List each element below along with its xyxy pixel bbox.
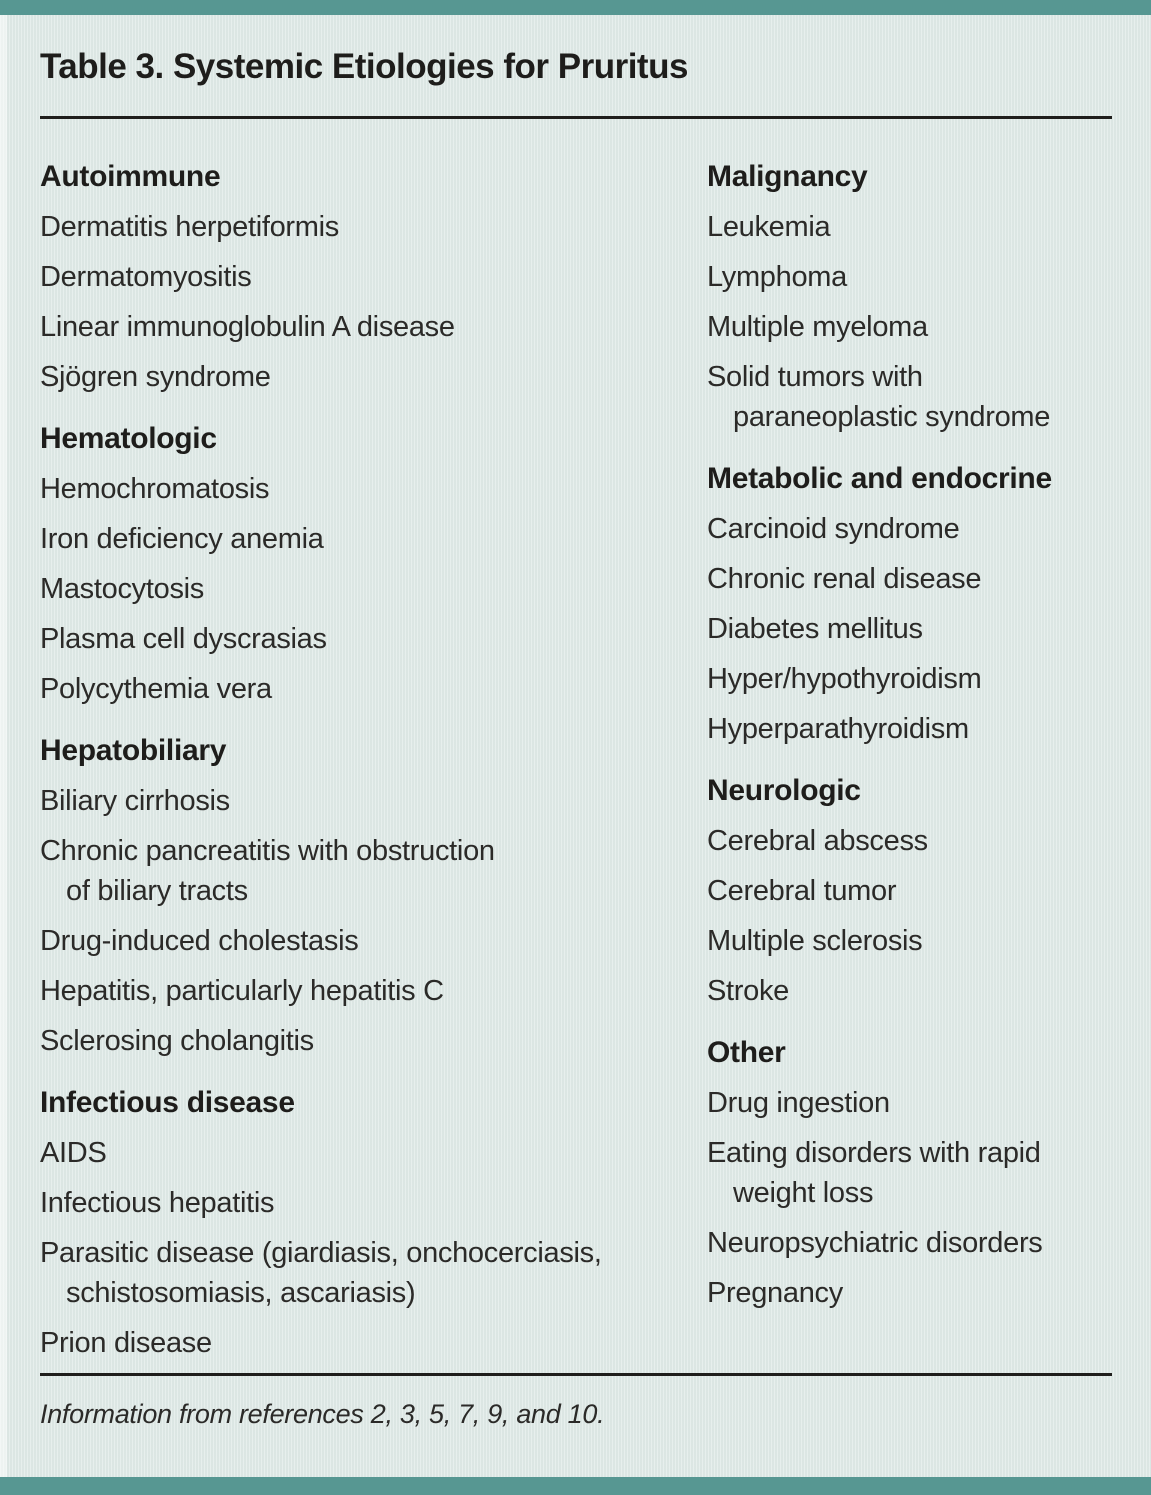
list-item: Plasma cell dyscrasias (40, 623, 327, 655)
list-item: Iron deficiency anemia (40, 523, 324, 555)
left-column (40, 157, 707, 1373)
right-column (707, 157, 1112, 1373)
section-header: Hepatobiliary (40, 734, 227, 767)
section-header: Malignancy (707, 160, 868, 193)
list-item: Diabetes mellitus (707, 613, 923, 645)
list-item: Stroke (707, 975, 790, 1007)
top-rule (40, 116, 1112, 119)
list-item: Polycythemia vera (40, 673, 272, 705)
list-item: Solid tumors with paraneoplastic syndrome (707, 361, 1051, 433)
table-content (0, 46, 1151, 1432)
section-header: Other (707, 1036, 786, 1069)
list-item: Sjögren syndrome (40, 361, 271, 393)
list-item: Hyperparathyroidism (707, 713, 969, 745)
section-header: Autoimmune (40, 160, 221, 193)
list-item: Dermatitis herpetiformis (40, 211, 339, 243)
list-item: Hepatitis, particularly hepatitis C (40, 975, 444, 1007)
section-header: Metabolic and endocrine (707, 462, 1052, 495)
list-item: Leukemia (707, 211, 831, 243)
list-item: Drug ingestion (707, 1087, 890, 1119)
bottom-accent-bar (0, 1477, 1151, 1495)
list-item: Infectious hepatitis (40, 1187, 275, 1219)
list-item: Cerebral tumor (707, 875, 897, 907)
section-header: Neurologic (707, 774, 861, 807)
section-header: Infectious disease (40, 1086, 295, 1119)
list-item: Drug-induced cholestasis (40, 925, 359, 957)
list-item: Lymphoma (707, 261, 847, 293)
list-item: Parasitic disease (giardiasis, onchocerciasis, schistosomiasis, ascariasis) (40, 1237, 602, 1309)
list-item: AIDS (40, 1137, 107, 1169)
list-item: Multiple myeloma (707, 311, 928, 343)
table-title: Table 3. Systemic Etiologies for Pruritus (40, 47, 688, 86)
list-item: Hyper/hypothyroidism (707, 663, 982, 695)
bottom-rule (40, 1373, 1112, 1376)
list-item: Neuropsychiatric disorders (707, 1227, 1043, 1259)
list-item: Linear immunoglobulin A disease (40, 311, 455, 343)
list-item: Hemochromatosis (40, 473, 270, 505)
source-footnote: Information from references 2, 3, 5, 7, 9, and 10. (40, 1399, 605, 1429)
etiology-columns (40, 157, 1112, 1373)
list-item: Pregnancy (707, 1277, 843, 1309)
list-item: Chronic renal disease (707, 563, 982, 595)
list-item: Biliary cirrhosis (40, 785, 230, 817)
list-item: Sclerosing cholangitis (40, 1025, 314, 1057)
list-item: Mastocytosis (40, 573, 204, 605)
list-item: Eating disorders with rapid weight loss (707, 1137, 1041, 1209)
section-header: Hematologic (40, 422, 217, 455)
list-item: Dermatomyositis (40, 261, 252, 293)
list-item: Multiple sclerosis (707, 925, 923, 957)
list-item: Cerebral abscess (707, 825, 928, 857)
top-accent-bar (0, 0, 1151, 15)
list-item: Carcinoid syndrome (707, 513, 960, 545)
list-item: Prion disease (40, 1327, 212, 1359)
list-item: Chronic pancreatitis with obstruction of biliary tracts (40, 835, 495, 907)
